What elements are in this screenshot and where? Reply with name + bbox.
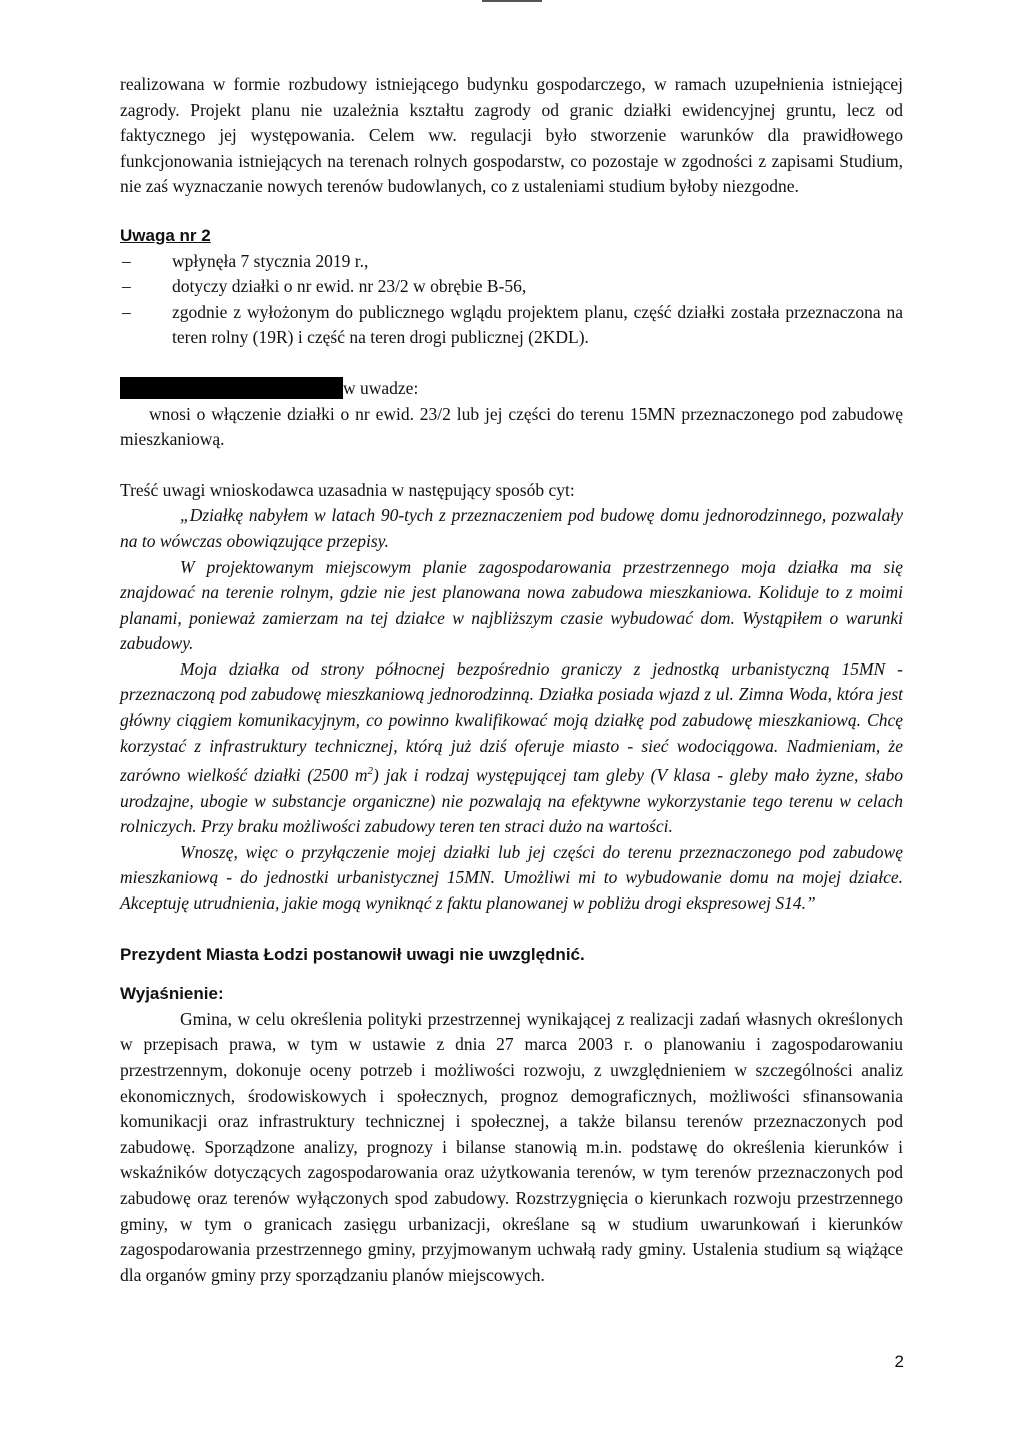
intro-paragraph: realizowana w formie rozbudowy istniejącego budynku gospodarczego, w ramach uzupełnienia istniejącej zagrody. Projekt planu nie uzależnia kształtu zagrody od granic działki ewidencyjnej gruntu, lecz od faktycznego jej występowania. Celem ww. regulacji było stworzenie warunków dla prawidłowego funkcjonowania istniejących na terenach rolnych gospodarstw, co pozostaje w zgodności z zapisami Studium, nie zaś wyznaczanie nowych terenów budowlanych, co z ustaleniami studium byłoby niezgodne. (120, 74, 903, 197)
list-item (120, 249, 903, 275)
applicant-suffix: w uwadze: (343, 377, 419, 398)
list-item-text: zgodnie z wyłożonym do publicznego wglądu projektem planu, część działki została przeznaczona na teren rolny (19R) i część na teren drogi publicznej (2KDL). (172, 301, 903, 348)
list-item (120, 300, 903, 351)
dash-bullet: – (122, 301, 131, 322)
request-text: wnosi o włączenie działki o nr ewid. 23/2 lub jej części do terenu 15MN przeznaczonego pod zabudowę mieszkaniową. (120, 403, 903, 450)
dash-bullet: – (122, 250, 131, 271)
redaction-bar (120, 377, 343, 399)
superscript-2: 2 (367, 765, 374, 778)
quote-paragraph-head: Moja działka od strony północnej bezpośrednio graniczy z jednostką urbanistyczną 15MN - przeznaczoną pod zabudowę mieszkaniową jednorodzinną. Działka posiada wjazd z ul. Zimna Woda, która jest główny ciągiem komunikacyjnym, co powinno kwalifikować moją działkę pod zabudowę mieszkaniową. Chcę korzystać z infrastruktury technicznej, którą już dziś oferuje miasto - sieć wodociągowa. Nadmieniam, że zarówno wielkość działki (2500 m (120, 658, 903, 786)
explanation-text: Gmina, w celu określenia polityki przestrzennej wynikającej z realizacji zadań własnych określonych w przepisach prawa, w tym w ustawie z dnia 27 marca 2003 r. o planowaniu i zagospodarowaniu przestrzennym, dokonuje oceny potrzeb i możliwości rozwoju, z uwzględnieniem w szczególności analiz ekonomicznych, środowiskowych i społecznych, prognoz demograficznych, możliwości sfinansowania komunikacji oraz infrastruktury technicznej i społecznej, a także bilansu terenów przeznaczonych pod zabudowę. Sporządzone analizy, prognozy i bilanse stanowią m.in. podstawę do określenia kierunków i wskaźników dotyczących zagospodarowania oraz użytkowania terenów, w tym terenów przeznaczonych pod zabudowę oraz terenów wyłączonych spod zabudowy. Rozstrzygnięcia o kierunkach rozwoju przestrzennego gminy, w tym o granicach zasięgu urbanizacji, określane są w studium uwarunkowań i kierunków zagospodarowania przestrzennego gminy, przyjmowanym uchwałą rady gminy. Ustalenia studium są wiążące dla organów gminy przy sporządzaniu planów miejscowych. (120, 1008, 903, 1285)
remark-details-list (120, 249, 903, 351)
scan-artifact (482, 0, 542, 2)
applicant-quote (120, 503, 903, 916)
justification-intro: Treść uwagi wnioskodawca uzasadnia w następujący sposób cyt: (120, 479, 575, 500)
quote-paragraph: „Działkę nabyłem w latach 90-tych z przeznaczeniem pod budowę domu jednorodzinnego, pozwalały na to wówczas obowiązujące przepisy. (120, 505, 903, 551)
quote-paragraph-tail: ) jak i rodzaj występującej tam gleby (V klasa - gleby mało żyzne, słabo urodzajne, ubogie w substancje organiczne) nie pozwalają na efektywne wykorzystanie tego terenu w celach rolniczych. Przy braku możliwości zabudowy teren ten straci dużo na wartości. (120, 765, 903, 837)
quote-paragraph (120, 657, 903, 840)
list-item (120, 274, 903, 300)
explanation-title: Wyjaśnienie: (120, 984, 224, 1004)
page-number: 2 (894, 1352, 904, 1371)
quote-paragraph: Wnoszę, więc o przyłączenie mojej działki lub jej części do terenu przeznaczonego pod zabudowę mieszkaniową - do jednostki urbanistycznej 15MN. Umożliwi mi to wybudowanie domu na mojej działce. Akceptuję utrudnienia, jakie mogą wyniknąć z faktu planowanej w pobliżu drogi ekspresowej S14.” (120, 841, 903, 914)
list-item-text: dotyczy działki o nr ewid. nr 23/2 w obrębie B-56, (172, 276, 527, 297)
decision-statement: Prezydent Miasta Łodzi postanowił uwagi nie uwzględnić. (120, 944, 585, 964)
applicant-line (120, 376, 903, 402)
document-page (120, 72, 903, 1288)
remark-heading: Uwaga nr 2 (120, 225, 211, 245)
dash-bullet: – (122, 276, 131, 297)
quote-paragraph: W projektowanym miejscowym planie zagospodarowania przestrzennego moja działka ma się znajdować na terenie rolnym, gdzie nie jest planowana nowa zabudowa mieszkaniowa. Koliduje to z moimi planami, ponieważ zamierzam na tej działce w najbliższym czasie wybudować dom. Wystąpiłem o warunki zabudowy. (120, 556, 903, 654)
list-item-text: wpłynęła 7 stycznia 2019 r., (172, 250, 369, 271)
